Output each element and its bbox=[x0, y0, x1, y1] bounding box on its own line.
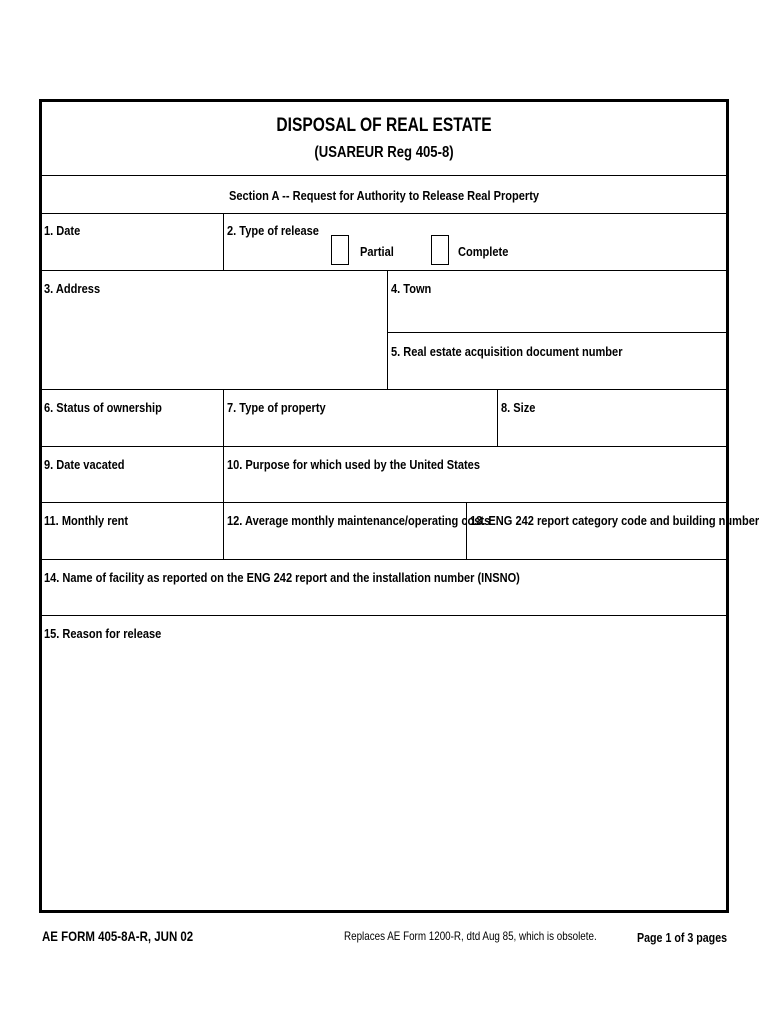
page-number: Page 1 of 3 pages bbox=[637, 930, 728, 945]
row-divider bbox=[42, 446, 726, 447]
title-block bbox=[42, 102, 726, 176]
complete-checkbox[interactable] bbox=[431, 235, 449, 265]
col-divider bbox=[497, 389, 498, 446]
address-label[interactable]: 3. Address bbox=[44, 281, 101, 296]
row-divider bbox=[387, 332, 726, 333]
date-label[interactable]: 1. Date bbox=[44, 223, 81, 238]
monthly-rent-label[interactable]: 11. Monthly rent bbox=[44, 513, 129, 528]
section-a-heading bbox=[42, 175, 726, 214]
partial-label: Partial bbox=[360, 244, 394, 259]
type-property-label[interactable]: 7. Type of property bbox=[227, 400, 326, 415]
form-title: DISPOSAL OF REAL ESTATE bbox=[276, 115, 492, 136]
row-divider bbox=[42, 615, 726, 616]
col-divider bbox=[387, 270, 388, 389]
maintenance-costs-label[interactable]: 12. Average monthly maintenance/operating costs bbox=[227, 513, 491, 528]
partial-checkbox[interactable] bbox=[331, 235, 349, 265]
col-divider bbox=[466, 502, 467, 559]
size-label[interactable]: 8. Size bbox=[501, 400, 536, 415]
status-ownership-label[interactable]: 6. Status of ownership bbox=[44, 400, 162, 415]
row-divider bbox=[42, 270, 726, 271]
section-a-label: Section A -- Request for Authority to Release Real Property bbox=[228, 188, 540, 203]
form-subtitle: (USAREUR Reg 405-8) bbox=[314, 144, 454, 161]
reason-label[interactable]: 15. Reason for release bbox=[44, 626, 162, 641]
type-of-release-label: 2. Type of release bbox=[227, 223, 319, 238]
acquisition-doc-label[interactable]: 5. Real estate acquisition document number bbox=[391, 344, 623, 359]
facility-name-label[interactable]: 14. Name of facility as reported on the ENG 242 report and the installation number (INSNO) bbox=[44, 570, 520, 585]
purpose-label[interactable]: 10. Purpose for which used by the United States bbox=[227, 457, 480, 472]
date-vacated-label[interactable]: 9. Date vacated bbox=[44, 457, 125, 472]
col-divider bbox=[223, 389, 224, 559]
col-divider bbox=[223, 213, 224, 270]
form-id: AE FORM 405-8A-R, JUN 02 bbox=[42, 928, 194, 944]
row-divider bbox=[42, 559, 726, 560]
complete-label: Complete bbox=[458, 244, 509, 259]
town-label[interactable]: 4. Town bbox=[391, 281, 432, 296]
row-divider bbox=[42, 389, 726, 390]
replaces-note: Replaces AE Form 1200-R, dtd Aug 85, which is obsolete. bbox=[344, 929, 597, 943]
form-frame bbox=[39, 99, 760, 913]
eng242-code-label[interactable]: 13. ENG 242 report category code and building number bbox=[470, 513, 760, 528]
row-divider bbox=[42, 502, 726, 503]
